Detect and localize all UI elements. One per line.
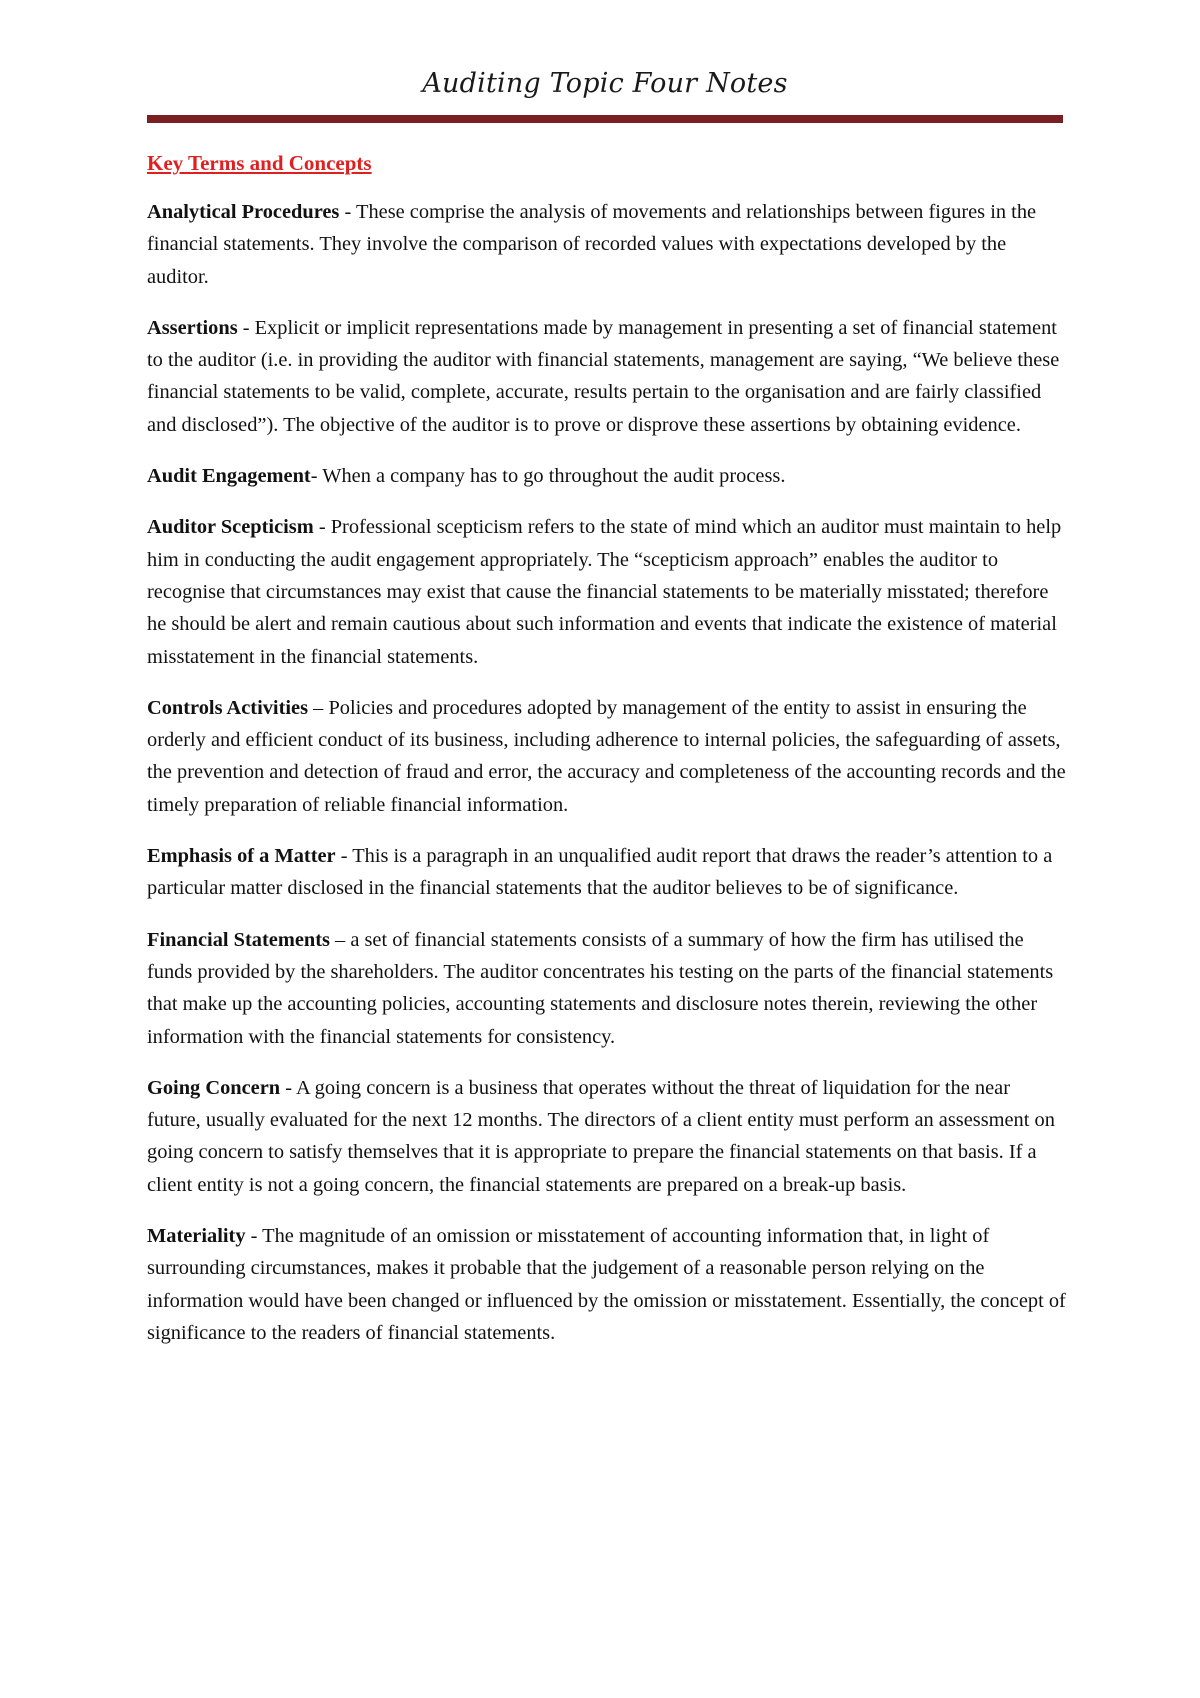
term-name: Financial Statements <box>147 928 330 951</box>
term-definition: - When a company has to go throughout the audit process. <box>310 465 786 488</box>
term-entry-financial-statements <box>147 924 1067 1053</box>
term-name: Going Concern <box>147 1076 281 1099</box>
term-name: Analytical Procedures <box>147 201 340 223</box>
title-divider <box>147 115 1063 123</box>
term-definition: - The magnitude of an omission or misstatement of accounting information that, in light of surrounding circumstances, makes it probable that the judgement of a reasonable person relying on the information would have been changed or influenced by the omission or misstatement. Essentially, the concept of significance to the readers of financial statements. <box>147 1225 1066 1344</box>
term-name: Auditor Scepticism <box>147 516 314 539</box>
term-name: Assertions <box>147 316 238 339</box>
term-definition: - Explicit or implicit representations made by management in presenting a set of financial statement to the auditor (i.e. in providing the auditor with financial statements, management are saying, “We believe these financial statements to be valid, complete, accurate, results pertain to the organisation and are fairly classified and disclosed”). The objective of the auditor is to prove or disprove these assertions by obtaining evidence. <box>147 316 1060 436</box>
term-entry-emphasis-of-a-matter <box>147 840 1067 905</box>
term-name: Emphasis of a Matter <box>147 845 336 868</box>
term-entry-audit-engagement <box>147 460 1067 492</box>
term-definition: - These comprise the analysis of movements and relationships between figures in the financial statements. They involve the comparison of recorded values with expectations developed by the auditor. <box>147 201 1037 288</box>
term-entry-assertions <box>147 312 1067 441</box>
section-heading: Key Terms and Concepts <box>147 151 372 175</box>
term-entry-materiality <box>147 1220 1067 1349</box>
term-entry-going-concern <box>147 1072 1067 1201</box>
term-name: Audit Engagement <box>147 465 311 488</box>
page-title: Auditing Topic Four Notes <box>422 68 788 99</box>
term-definition: - Professional scepticism refers to the state of mind which an auditor must maintain to help him in conducting the audit engagement appropriately. The “scepticism approach” enables the auditor to recognise that circumstances may exist that cause the financial statements to be materially misstated; therefore he should be alert and remain cautious about such information and events that indicate the existence of material misstatement in the financial statements. <box>147 516 1062 668</box>
term-entry-controls-activities <box>147 692 1067 821</box>
term-entry-auditor-scepticism <box>147 511 1067 672</box>
term-definition: – a set of financial statements consists of a summary of how the firm has utilised the funds provided by the shareholders. The auditor concentrates his testing on the parts of the financial statements that make up the accounting policies, accounting statements and disclosure notes therein, reviewing the other information with the financial statements for consistency. <box>147 928 1054 1048</box>
term-definition: - A going concern is a business that operates without the threat of liquidation for the near future, usually evaluated for the next 12 months. The directors of a client entity must perform an assessment on going concern to satisfy themselves that it is appropriate to prepare the financial statements on that basis. If a client entity is not a going concern, the financial statements are prepared on a break-up basis. <box>147 1076 1055 1196</box>
term-entry-analytical-procedures <box>147 196 1067 293</box>
term-definition: - This is a paragraph in an unqualified audit report that draws the reader’s attention to a particular matter disclosed in the financial statements that the auditor believes to be of significance. <box>147 845 1053 900</box>
term-name: Controls Activities <box>147 696 309 719</box>
term-definition: – Policies and procedures adopted by management of the entity to assist in ensuring the orderly and efficient conduct of its business, including adherence to internal policies, the safeguarding of assets, the prevention and detection of fraud and error, the accuracy and completeness of the accounting records and the timely preparation of reliable financial information. <box>147 696 1066 816</box>
term-name: Materiality <box>147 1225 246 1248</box>
document-body <box>147 147 1067 1368</box>
